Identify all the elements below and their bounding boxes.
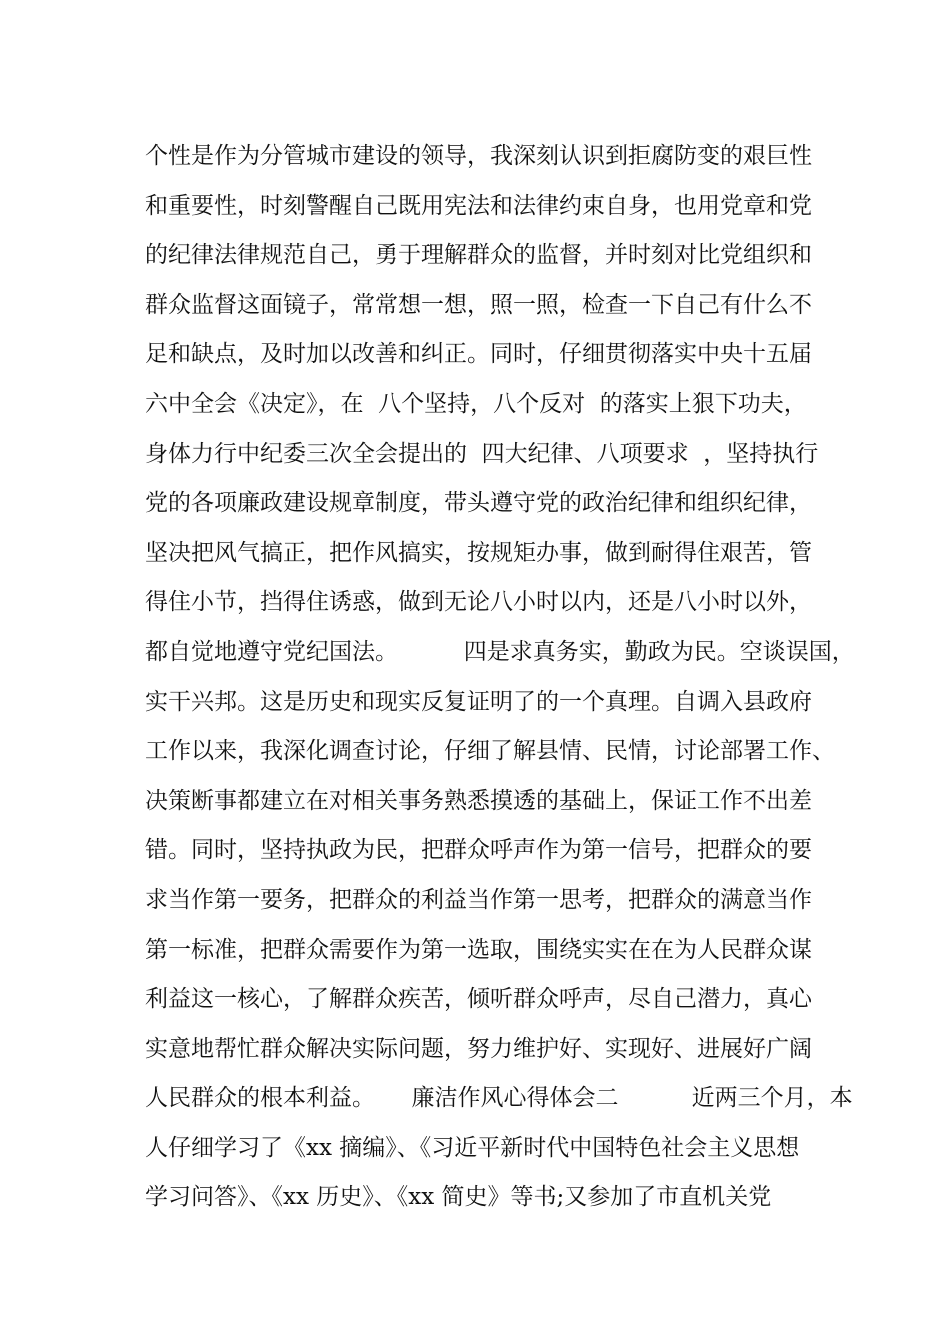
text-line: 得住小节，挡得住诱惑，做到无论八小时以内，还是八小时以外， (145, 589, 812, 616)
text-line: 人民群众的根本利益。 廉洁作风心得体会二 近两三个月，本 (145, 1085, 853, 1112)
text-line: 学习问答》、《xx 历史》、《xx 简史》等书;又参加了市直机关党 (145, 1184, 772, 1211)
text-line: 个性是作为分管城市建设的领导，我深刻认识到拒腐防变的艰巨性 (145, 143, 812, 169)
text-line: 和重要性，时刻警醒自己既用宪法和法律约束自身，也用党章和党 (145, 192, 812, 219)
body-text (145, 132, 855, 1223)
text-line: 的纪律法律规范自己，勇于理解群众的监督，并时刻对比党组织和 (145, 242, 812, 269)
text-line: 实意地帮忙群众解决实际问题，努力维护好、实现好、进展好广阔 (145, 1035, 812, 1062)
text-line: 坚决把风气搞正，把作风搞实，按规矩办事，做到耐得住艰苦，管 (145, 539, 812, 566)
text-line: 工作以来，我深化调查讨论，仔细了解县情、民情，讨论部署工作、 (145, 738, 835, 765)
text-line: 决策断事都建立在对相关事务熟悉摸透的基础上，保证工作不出差 (145, 787, 812, 814)
text-line: 足和缺点，及时加以改善和纠正。同时，仔细贯彻落实中央十五届 (145, 341, 812, 368)
text-line: 身体力行中纪委三次全会提出的 四大纪律、八项要求 ，坚持执行 (145, 440, 819, 467)
text-line: 实干兴邦。这是历史和现实反复证明了的一个真理。自调入县政府 (145, 688, 812, 715)
text-line: 都自觉地遵守党纪国法。 四是求真务实，勤政为民。空谈误国， (145, 638, 855, 665)
text-line: 六中全会《决定》，在 八个坚持，八个反对 的落实上狠下功夫， (145, 390, 807, 417)
text-line: 党的各项廉政建设规章制度，带头遵守党的政治纪律和组织纪律， (145, 490, 812, 517)
text-line: 求当作第一要务，把群众的利益当作第一思考，把群众的满意当作 (145, 886, 812, 913)
text-line: 人仔细学习了《xx 摘编》、《习近平新时代中国特色社会主义思想 (145, 1134, 800, 1161)
text-line: 第一标准，把群众需要作为第一选取，围绕实实在在为人民群众谋 (145, 936, 812, 963)
text-line: 利益这一核心，了解群众疾苦，倾听群众呼声，尽自己潜力，真心 (145, 986, 812, 1013)
text-line: 群众监督这面镜子，常常想一想，照一照，检查一下自己有什么不 (145, 291, 812, 318)
text-line: 错。同时，坚持执政为民，把群众呼声作为第一信号，把群众的要 (145, 837, 812, 864)
